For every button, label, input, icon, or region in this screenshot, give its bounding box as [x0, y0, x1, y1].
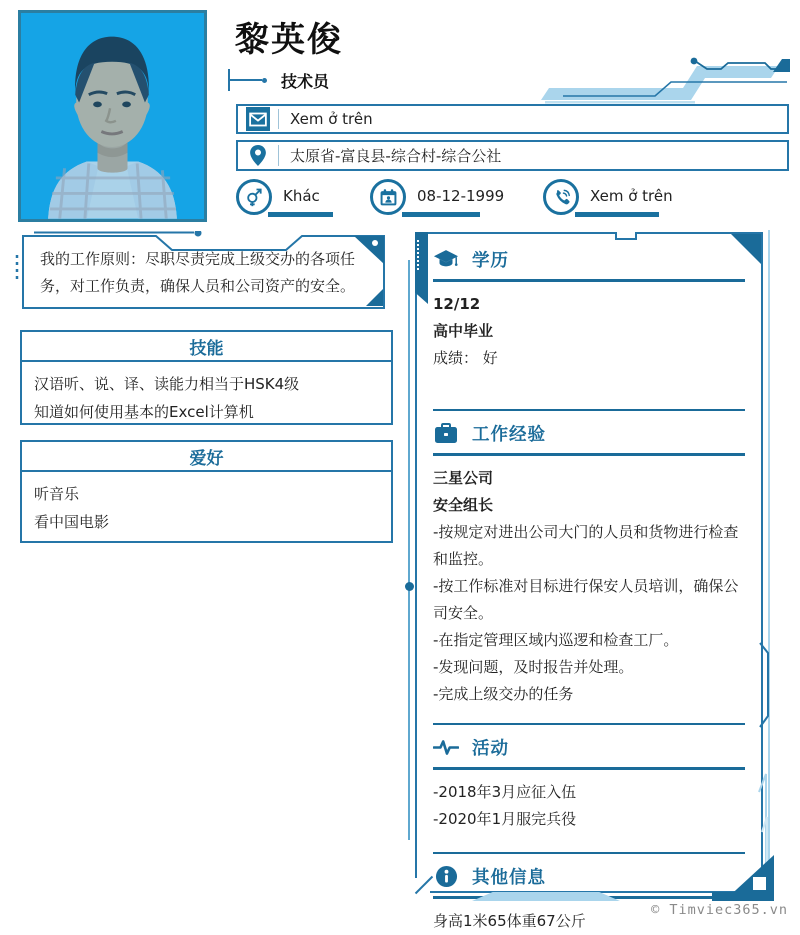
- section-education: [433, 246, 745, 372]
- hobby-item: 听音乐: [34, 485, 80, 503]
- phone-icon: [543, 179, 579, 215]
- skills-title: 技能: [22, 332, 391, 362]
- experience-line: -按规定对进出公司大门的人员和货物进行检查和监控。: [433, 522, 739, 568]
- skill-item: 知道如何使用基本的Excel计算机: [34, 403, 254, 421]
- address-value: 太原省-富良县-综合村-综合公社: [290, 147, 502, 165]
- section-education-header: [433, 246, 745, 272]
- experience-line: 安全组长: [433, 495, 494, 514]
- contact-row-address: [236, 140, 789, 171]
- email-icon-cell: [238, 107, 278, 131]
- phone-value: Xem ở trên: [590, 187, 673, 205]
- experience-line: -在指定管理区域内巡逻和检查工厂。: [433, 630, 679, 649]
- experience-line: 三星公司: [433, 468, 494, 487]
- header-rule: [433, 279, 745, 282]
- profile-photo: [18, 10, 207, 222]
- section-separator: [433, 723, 745, 726]
- graduation-cap-icon: [433, 249, 459, 269]
- hobby-item: 看中国电影: [34, 513, 110, 531]
- other-info-line: 身高1米65体重67公斤: [433, 911, 586, 930]
- education-line: 成绩： 好: [433, 348, 498, 367]
- activity-line: -2020年1月服完兵役: [433, 809, 577, 828]
- section-separator: [433, 852, 745, 855]
- job-title-row: [228, 68, 329, 92]
- border-jog-decoration: [759, 642, 771, 728]
- watermark-credit: © Timviec365.vn: [651, 902, 788, 918]
- address-icon-cell: [238, 144, 278, 167]
- gender-icon: [236, 179, 272, 215]
- objective-text: 我的工作原则：尽职尽责完成上级交办的各项任务，对工作负责，确保人员和公司资产的安全。: [40, 250, 356, 295]
- contact-gender: [236, 179, 346, 221]
- contact-birthday: [370, 179, 505, 221]
- skills-box: [20, 330, 393, 425]
- gender-value: Khác: [283, 187, 320, 205]
- title-line-decoration: [230, 79, 262, 81]
- candidate-name: 黎英俊: [235, 20, 343, 60]
- location-pin-icon: [249, 144, 267, 167]
- skill-item: 汉语听、说、译、读能力相当于HSK4级: [34, 375, 300, 393]
- experience-line: -按工作标准对目标进行保安人员培训，确保公司安全。: [433, 576, 739, 622]
- info-icon: [433, 865, 459, 888]
- header-rule: [433, 453, 745, 456]
- activity-icon: [433, 739, 459, 756]
- activity-line: -2018年3月应征入伍: [433, 782, 577, 801]
- experience-line: -发现问题，及时报告并处理。: [433, 657, 634, 676]
- section-title: 学历: [472, 250, 509, 271]
- section-activities: [433, 723, 745, 833]
- title-dot-decoration: [262, 78, 267, 83]
- contact-row-email: [236, 104, 789, 134]
- section-title: 活动: [472, 738, 509, 759]
- portrait-illustration: [21, 13, 204, 219]
- corner-triangle-decoration: [731, 234, 761, 264]
- section-experience-header: [433, 420, 745, 446]
- briefcase-icon: [433, 423, 459, 444]
- contact-phone: [543, 179, 683, 221]
- bottom-band-light-decoration: [472, 892, 620, 901]
- hobbies-title: 爱好: [22, 442, 391, 472]
- education-line: 高中毕业: [433, 321, 494, 340]
- section-title: 其他信息: [472, 867, 546, 888]
- section-title: 工作经验: [472, 424, 546, 445]
- underline-decoration: [575, 212, 659, 217]
- accent-bar-decoration: [415, 232, 428, 304]
- panel-notch-decoration: [615, 232, 637, 240]
- corner-cut-decoration: [415, 878, 430, 893]
- underline-decoration: [268, 212, 333, 217]
- birthday-value: 08-12-1999: [417, 187, 505, 205]
- circuit-decoration: [535, 54, 790, 104]
- section-separator: [433, 409, 745, 412]
- section-activities-header: [433, 734, 745, 760]
- job-title: 技术员: [281, 71, 330, 91]
- header-rule: [433, 767, 745, 770]
- bottom-corner-decoration: [712, 853, 774, 901]
- email-value: Xem ở trên: [290, 110, 373, 128]
- underline-decoration: [402, 212, 480, 217]
- envelope-icon: [246, 107, 270, 131]
- calendar-icon: [370, 179, 406, 215]
- education-line: 12/12: [433, 294, 481, 313]
- experience-line: -完成上级交办的任务: [433, 684, 574, 703]
- outer-line-left-decoration: [408, 260, 410, 840]
- objective-box: [14, 231, 393, 311]
- section-other-info-header: [433, 863, 745, 889]
- hobbies-box: [20, 440, 393, 543]
- section-experience: [433, 409, 745, 708]
